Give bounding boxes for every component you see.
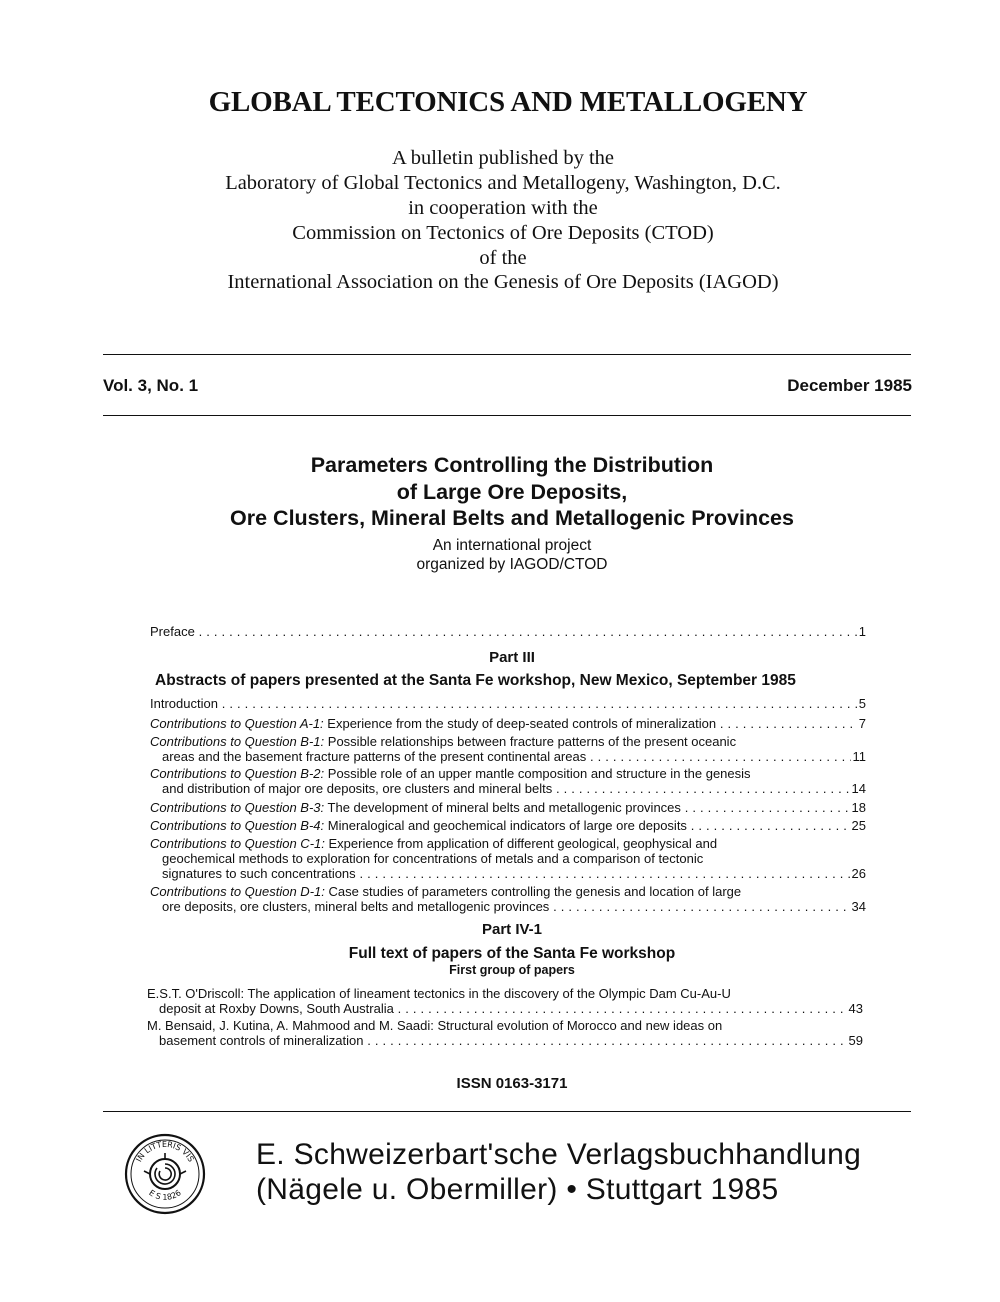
- toc-entry-label: areas and the basement fracture patterns of the present continental areas . . .: [162, 749, 851, 764]
- toc-entry: [150, 766, 866, 796]
- toc-page-number: 1: [858, 624, 866, 639]
- part-heading: Part IV-1: [481, 921, 543, 938]
- toc-entry-prefix: Contributions to Question B-1:: [150, 734, 325, 749]
- toc-entry: [147, 986, 863, 1016]
- toc-entry: [150, 716, 866, 731]
- project-subtitle-line: organized by IAGOD/CTOD: [416, 556, 608, 573]
- toc-entry-label: Possible relationships between fracture patterns of the present oceanic: [327, 734, 737, 749]
- toc-page-number: 25: [851, 818, 866, 833]
- toc-entry-prefix: Contributions to Question C-1:: [150, 836, 325, 851]
- publication-line: in cooperation with the: [408, 197, 598, 219]
- toc-entry: [150, 800, 866, 815]
- toc-entry-label: ore deposits, ore clusters, mineral belts and metallogenic provinces . . .: [162, 899, 850, 914]
- publication-line: of the: [479, 247, 527, 269]
- seal-text-top: IN LITTERIS VIS: [134, 1139, 196, 1164]
- toc-page-number: 34: [851, 899, 866, 914]
- publication-line: Commission on Tectonics of Ore Deposits (CTOD): [292, 222, 714, 244]
- seal-text-bottom: E S 1826: [147, 1188, 183, 1202]
- publisher-location: (Nägele u. Obermiller) • Stuttgart 1985: [256, 1173, 779, 1206]
- toc-entry-label: Experience from the study of deep-seated controls of mineralization: [327, 716, 717, 731]
- volume-number: Vol. 3, No. 1: [103, 376, 199, 395]
- toc-page-number: 14: [851, 781, 866, 796]
- toc-entry: [150, 884, 866, 914]
- divider: [103, 354, 911, 355]
- publication-line: Laboratory of Global Tectonics and Metallogeny, Washington, D.C.: [225, 172, 781, 194]
- toc-page-number: 59: [848, 1033, 863, 1048]
- project-title-line: of Large Ore Deposits,: [396, 480, 628, 504]
- part-heading: Part III: [489, 649, 535, 666]
- toc-entry-prefix: Contributions to Question A-1:: [150, 716, 324, 731]
- project-subtitle-line: An international project: [432, 537, 592, 554]
- part-subheading: Full text of papers of the Santa Fe workshop: [348, 945, 676, 962]
- divider: [103, 1111, 911, 1112]
- issue-date: December 1985: [787, 376, 912, 395]
- publisher-seal-icon: [124, 1133, 206, 1215]
- toc-page-number: 5: [858, 696, 866, 711]
- toc-entry: [147, 1018, 863, 1048]
- toc-entry-prefix: Contributions to Question D-1:: [150, 884, 325, 899]
- project-title-line: Parameters Controlling the Distribution: [310, 453, 714, 477]
- part-subheading: Abstracts of papers presented at the Santa Fe workshop, New Mexico, September 1985: [155, 672, 796, 689]
- toc-entry: [150, 836, 866, 881]
- toc-page-number: 11: [852, 749, 866, 764]
- toc-page-number: 18: [851, 800, 866, 815]
- paper-group-label: First group of papers: [449, 963, 575, 977]
- toc-entry-label: The development of mineral belts and metallogenic provinces: [327, 800, 681, 815]
- toc-entry-label: Experience from application of different geological, geophysical and: [328, 836, 718, 851]
- divider: [103, 415, 911, 416]
- publication-line: International Association on the Genesis of Ore Deposits (IAGOD): [227, 271, 779, 293]
- toc-entry-label: geochemical methods to exploration for concentrations of metals and a comparison of tectonic: [162, 851, 704, 866]
- toc-entry: [150, 624, 866, 639]
- toc-entry-label: Introduction . . .: [150, 696, 857, 711]
- toc-entry-label: basement controls of mineralization . . .: [159, 1033, 847, 1048]
- toc-entry-label: Mineralogical and geochemical indicators of large ore deposits: [327, 818, 687, 833]
- issn-number: ISSN 0163-3171: [456, 1075, 568, 1092]
- toc-page-number: 26: [851, 866, 866, 881]
- publication-line: A bulletin published by the: [391, 147, 615, 169]
- toc-entry-prefix: Contributions to Question B-4:: [150, 818, 325, 833]
- toc-entry-label: and distribution of major ore deposits, ore clusters and mineral belts . . .: [162, 781, 850, 796]
- toc-entry-label: deposit at Roxby Downs, South Australia . . .: [159, 1001, 847, 1016]
- toc-entry-prefix: Contributions to Question B-3:: [150, 800, 325, 815]
- toc-entry: [150, 734, 866, 764]
- toc-entry: [150, 696, 866, 711]
- toc-page-number: 43: [848, 1001, 863, 1016]
- toc-entry-label: Case studies of parameters controlling the genesis and location of large: [328, 884, 742, 899]
- toc-entry-label: Possible role of an upper mantle composition and structure in the genesis: [327, 766, 751, 781]
- journal-title: GLOBAL TECTONICS AND METALLOGENY: [208, 86, 808, 118]
- toc-entry-label: Preface . . .: [150, 624, 857, 639]
- publisher-name: E. Schweizerbart'sche Verlagsbuchhandlung: [256, 1138, 862, 1171]
- toc-entry-label: signatures to such concentrations . . .: [162, 866, 850, 881]
- toc-entry: [150, 818, 866, 833]
- project-title-line: Ore Clusters, Mineral Belts and Metallogenic Provinces: [230, 506, 794, 530]
- toc-entry-label: E.S.T. O'Driscoll: The application of lineament tectonics in the discovery of the Olympic Dam Cu-Au-U: [147, 986, 731, 1001]
- toc-page-number: 7: [858, 716, 866, 731]
- toc-entry-label: M. Bensaid, J. Kutina, A. Mahmood and M. Saadi: Structural evolution of Morocco and new ideas on: [147, 1018, 723, 1033]
- toc-entry-prefix: Contributions to Question B-2:: [150, 766, 325, 781]
